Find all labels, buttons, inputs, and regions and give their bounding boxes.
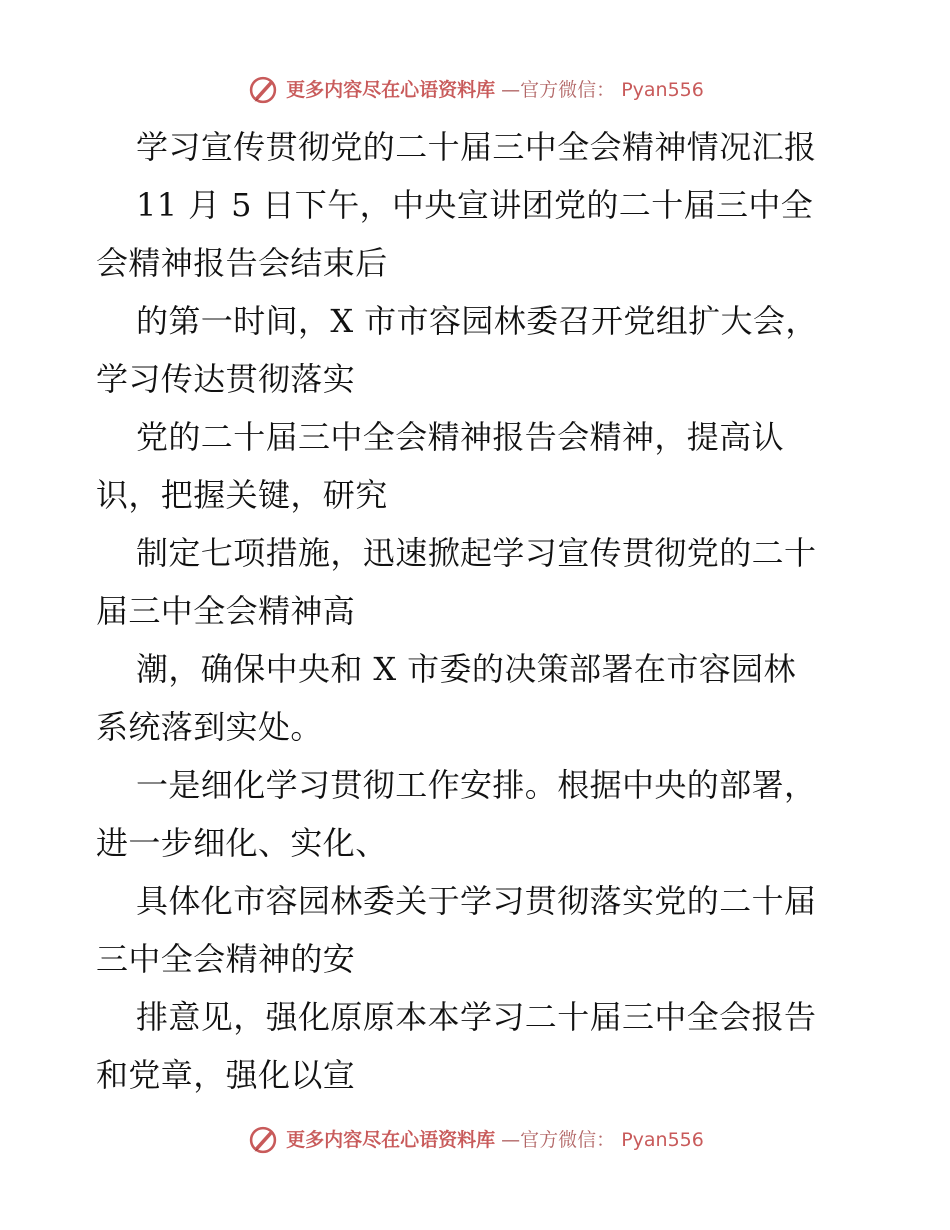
document-body: [96, 118, 866, 1104]
paragraph-line: 和党章，强化以宣: [96, 1056, 356, 1094]
footer-banner: [0, 1120, 950, 1160]
paragraph-line: 届三中全会精神高: [96, 592, 356, 630]
paragraph-line: 一是细化学习贯彻工作安排。根据中央的部署，: [136, 766, 817, 804]
banner-handle: Pyan556: [621, 78, 704, 101]
paragraph-line: 的第一时间，X 市市容园林委召开党组扩大会，: [136, 302, 818, 340]
paragraph-line: 制定七项措施，迅速掀起学习宣传贯彻党的二十: [136, 534, 817, 572]
paragraph-line: 系统落到实处。: [96, 708, 323, 746]
paragraph-line: 排意见，强化原原本本学习二十届三中全会报告: [136, 998, 817, 1036]
paragraph-line: 具体化市容园林委关于学习贯彻落实党的二十届: [136, 882, 817, 920]
header-banner: [0, 70, 950, 110]
banner-sub-text: —官方微信：: [501, 1128, 616, 1151]
banner-sub-text: —官方微信：: [501, 78, 616, 101]
pen-logo-icon: [246, 73, 280, 107]
pen-logo-icon: [246, 1123, 280, 1157]
paragraph-line: 党的二十届三中全会精神报告会精神，提高认: [136, 418, 785, 456]
paragraph-line: 11 月 5 日下午，中央宣讲团党的二十届三中全: [136, 186, 814, 224]
document-title: 学习宣传贯彻党的二十届三中全会精神情况汇报: [136, 128, 817, 166]
banner-main-text: 更多内容尽在心语资料库: [286, 1128, 496, 1151]
banner-main-text: 更多内容尽在心语资料库: [286, 78, 496, 101]
paragraph-line: 潮，确保中央和 X 市委的决策部署在市容园林: [136, 650, 796, 688]
paragraph-line: 识，把握关键，研究: [96, 476, 388, 514]
paragraph-line: 会精神报告会结束后: [96, 244, 388, 282]
paragraph-line: 学习传达贯彻落实: [96, 360, 356, 398]
paragraph-line: 进一步细化、实化、: [96, 824, 388, 862]
banner-handle: Pyan556: [621, 1128, 704, 1151]
paragraph-line: 三中全会精神的安: [96, 940, 356, 978]
